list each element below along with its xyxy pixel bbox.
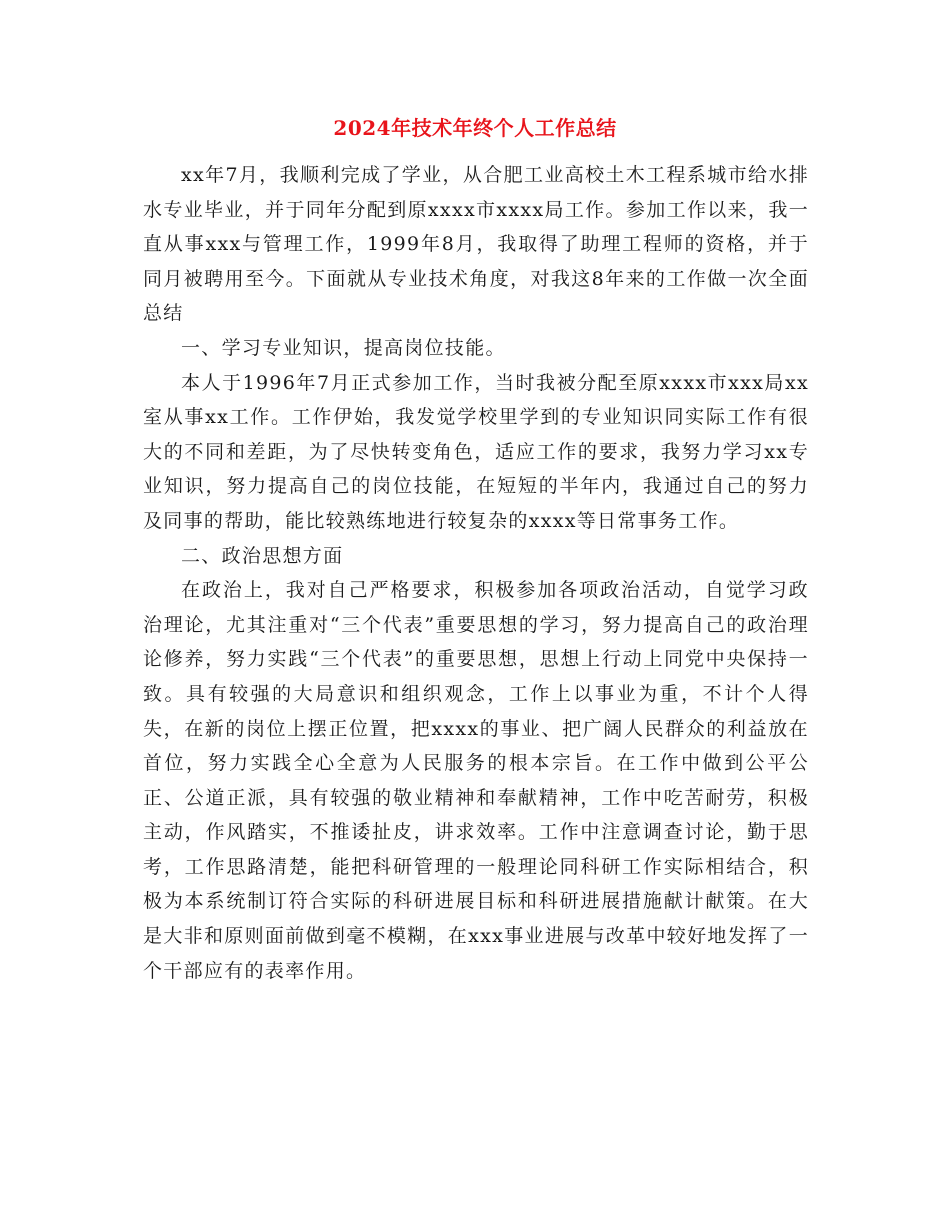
section-heading-study: 一、学习专业知识，提高岗位技能。 — [181, 336, 506, 359]
document-title: 2024年技术年终个人工作总结 — [333, 116, 617, 140]
document-body — [143, 158, 809, 988]
paragraph-intro: xx年7月，我顺利完成了学业，从合肥工业高校土木工程系城市给水排水专业毕业，并于同年分配到原xxxx市xxxx局工作。参加工作以来，我一直从事xxx与管理工作，1999年8月，我取得了助理工程师的资格，并于同月被聘用至今。下面就从专业技术角度，对我这8年来的工作做一次全面总结 — [143, 164, 809, 325]
paragraph-study: 本人于1996年7月正式参加工作，当时我被分配至原xxxx市xxx局xx室从事xx工作。工作伊始，我发觉学校里学到的专业知识同实际工作有很大的不同和差距，为了尽快转变角色，适应工作的要求，我努力学习xx专业知识，努力提高自己的岗位技能，在短短的半年内，我通过自己的努力及同事的帮助，能比较熟练地进行较复杂的xxxx等日常事务工作。 — [143, 371, 809, 532]
paragraph-politics: 在政治上，我对自己严格要求，积极参加各项政治活动，自觉学习政治理论，尤其注重对“三个代表”重要思想的学习，努力提高自己的政治理论修养，努力实践“三个代表”的重要思想，思想上行动上同党中央保持一致。具有较强的大局意识和组织观念，工作上以事业为重，不计个人得失，在新的岗位上摆正位置，把xxxx的事业、把广阔人民群众的利益放在首位，努力实践全心全意为人民服务的根本宗旨。在工作中做到公平公正、公道正派，具有较强的敬业精神和奉献精神，工作中吃苦耐劳，积极主动，作风踏实，不推诿扯皮，讲求效率。工作中注意调查讨论，勤于思考，工作思路清楚，能把科研管理的一般理论同科研工作实际相结合，积极为本系统制订符合实际的科研进展目标和科研进展措施献计献策。在大是大非和原则面前做到毫不模糊，在xxx事业进展与改革中较好地发挥了一个干部应有的表率作用。 — [143, 579, 809, 982]
section-heading-politics: 二、政治思想方面 — [181, 544, 344, 567]
